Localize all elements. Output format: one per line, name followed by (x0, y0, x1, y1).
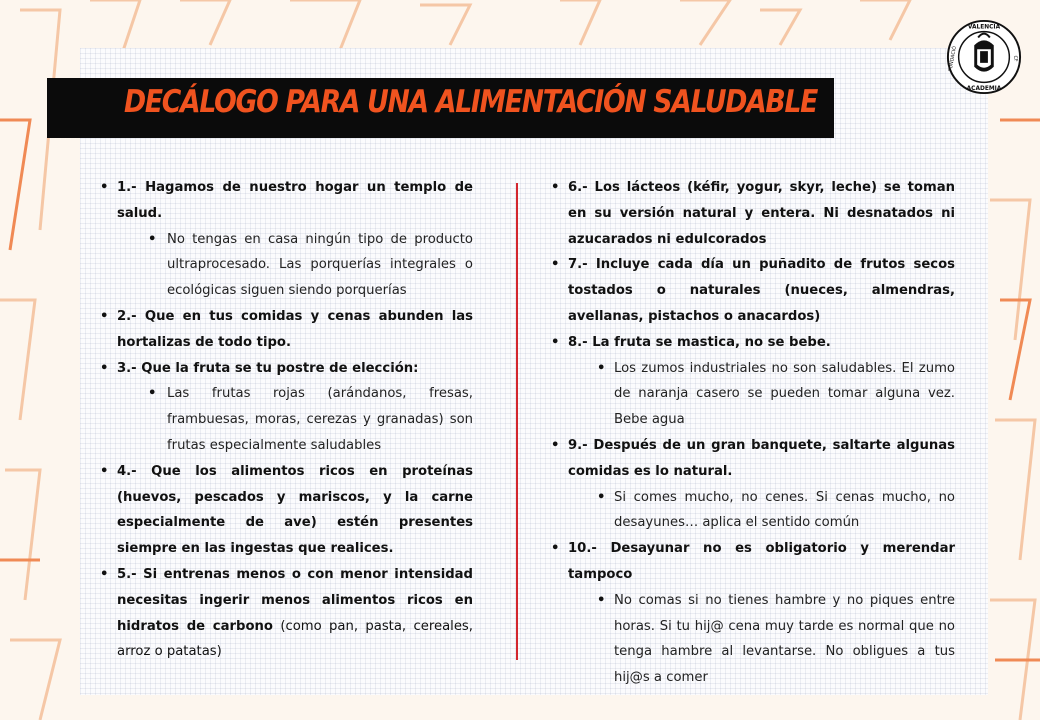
list-item-8 (548, 330, 955, 356)
list-item-1 (97, 175, 473, 227)
column-divider (516, 183, 518, 660)
item-text: 7.- Incluye cada día un puñadito de frutos secos tostados o naturales (nueces, almendras, avellanas, pistachos o anacardos) (568, 257, 955, 324)
sub-item-3 (97, 381, 473, 458)
list-item-7 (548, 252, 955, 329)
item-text-tail: (como pan, pasta, cereales, arroz o patatas) (117, 618, 473, 660)
right-column (548, 175, 955, 691)
sub-item-text: Los zumos industriales no son saludables. El zumo de naranja casero se pueden tomar alguna vez. Bebe agua (614, 360, 955, 428)
logo-left-text: FUNDACIÓ (947, 45, 958, 72)
bullet-icon: • (551, 257, 560, 273)
sub-item-text: Las frutas rojas (arándanos, fresas, frambuesas, moras, cerezas y granadas) son frutas especialmente saludables (167, 386, 473, 453)
bullet-icon: • (100, 180, 109, 195)
list-item-2 (97, 304, 473, 356)
list-item-10 (548, 536, 955, 588)
list-item-3 (97, 356, 473, 382)
item-text: 5.- Si entrenas menos o con menor intensidad necesitas ingerir menos alimentos ricos en hidratos de carbono (117, 566, 473, 634)
sub-item-1 (97, 227, 473, 304)
bullet-icon: • (551, 541, 560, 557)
sub-item-text: Si comes mucho, no cenes. Si cenas mucho, no desayunes… aplica el sentido común (614, 489, 955, 531)
left-column (97, 175, 473, 665)
bullet-icon: • (597, 592, 606, 608)
bullet-icon: • (100, 463, 109, 479)
page-title: DECÁLOGO PARA UNA ALIMENTACIÓN SALUDABLE (124, 84, 818, 120)
list-item-4 (97, 459, 473, 562)
bullet-icon: • (100, 566, 109, 582)
bullet-icon: • (551, 334, 560, 350)
bullet-icon: • (100, 308, 109, 324)
list-item-5 (97, 562, 473, 665)
sub-item-8 (548, 356, 955, 433)
bullet-icon: • (597, 489, 606, 505)
logo-right-text: CF (1011, 55, 1019, 63)
item-text: 4.- Que los alimentos ricos en proteínas (huevos, pescados y mariscos, y la carne especialmente de ave) estén presentes siempre en las ingestas que realices. (117, 463, 473, 557)
bullet-icon: • (148, 231, 157, 247)
item-text: 1.- Hagamos de nuestro hogar un templo de salud. (117, 180, 473, 221)
item-text: 2.- Que en tus comidas y cenas abunden las hortalizas de todo tipo. (117, 308, 473, 350)
bullet-icon: • (551, 180, 560, 195)
list-item-6 (548, 175, 955, 252)
bullet-icon: • (597, 360, 606, 376)
item-text: 9.- Después de un gran banquete, saltarte algunas comidas es lo natural. (568, 437, 955, 479)
list-item-9 (548, 433, 955, 485)
sub-item-9 (548, 485, 955, 537)
sub-item-text: No comas si no tienes hambre y no piques entre horas. Si tu hij@ cena muy tarde es normal que no tenga hambre al levantarse. No obligues a tus hij@s a comer (614, 592, 955, 686)
sub-item-10 (548, 588, 955, 691)
item-text: 6.- Los lácteos (kéfir, yogur, skyr, leche) se toman en su versión natural y entera. Ni desnatados ni azucarados ni edulcorados (568, 180, 955, 247)
logo-top-text: VALENCIA (967, 24, 1001, 31)
logo-bottom-text: ACADEMIA (966, 86, 1002, 93)
bullet-icon: • (100, 360, 109, 376)
club-crest-logo (945, 18, 1023, 96)
bullet-icon: • (551, 437, 560, 453)
item-text: 3.- Que la fruta se tu postre de elección: (117, 360, 419, 376)
item-text: 8.- La fruta se mastica, no se bebe. (568, 334, 831, 350)
bullet-icon: • (148, 386, 157, 402)
item-text: 10.- Desayunar no es obligatorio y merendar tampoco (568, 541, 955, 582)
sub-item-text: No tengas en casa ningún tipo de producto ultraprocesado. Las porquerías integrales o ecológicas siguen siendo porquerías (167, 231, 473, 299)
